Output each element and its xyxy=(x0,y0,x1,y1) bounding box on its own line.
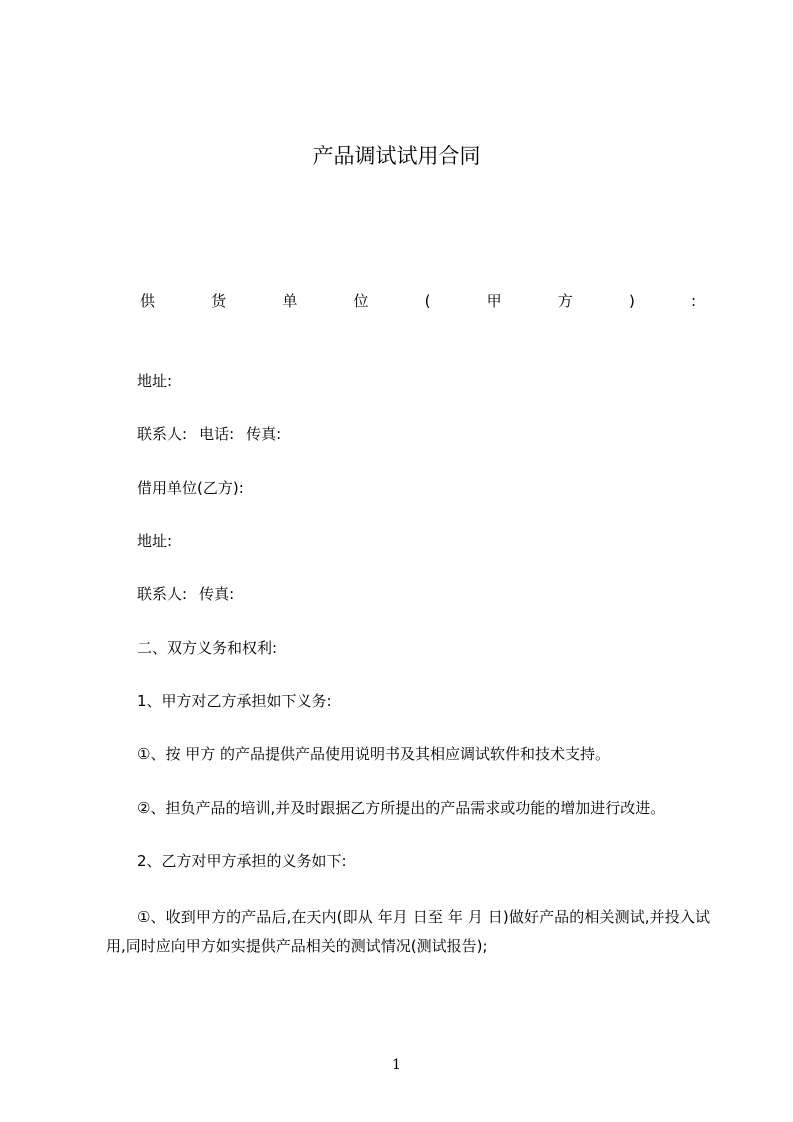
party-b-contact: 联系人: xyxy=(137,585,188,603)
page-number: 1 xyxy=(392,1057,401,1073)
party-a-phone: 电话: xyxy=(199,425,235,443)
party-a-duty-1: ①、按 甲方 的产品提供产品使用说明书及其相应调试软件和技术支持。 xyxy=(137,745,610,763)
party-b-address: 地址: xyxy=(137,532,173,550)
supplier-heading-char: 甲 xyxy=(486,292,502,310)
party-a-duty-2: ②、担负产品的培训,并及时跟据乙方所提出的产品需求或功能的增加进行改进。 xyxy=(137,799,666,817)
party-b-fax: 传真: xyxy=(199,585,235,603)
party-a-fax: 传真: xyxy=(246,425,282,443)
supplier-heading-char: 货 xyxy=(211,292,227,310)
supplier-heading-char: 单 xyxy=(282,292,298,310)
supplier-heading xyxy=(140,290,696,312)
document-title: 产品调试试用合同 xyxy=(312,144,481,168)
party-b-heading: 借用单位(乙方): xyxy=(137,479,244,497)
party-a-duties-heading: 1、甲方对乙方承担如下义务: xyxy=(137,692,332,710)
supplier-heading-char: 方 xyxy=(557,292,573,310)
supplier-heading-char: : xyxy=(690,292,696,310)
party-a-address: 地址: xyxy=(137,372,173,390)
supplier-heading-char: ) xyxy=(628,292,635,310)
party-b-duties-heading: 2、乙方对甲方承担的义务如下: xyxy=(137,852,347,870)
supplier-heading-char: ( xyxy=(424,292,431,310)
party-a-contact-line xyxy=(137,423,281,445)
supplier-heading-char: 供 xyxy=(140,292,156,310)
party-b-contact-line xyxy=(137,583,234,605)
section-2-heading: 二、双方义务和权利: xyxy=(137,639,278,657)
supplier-heading-char: 位 xyxy=(353,292,369,310)
party-a-contact: 联系人: xyxy=(137,425,188,443)
party-b-duty-1: ①、收到甲方的产品后,在天内(即从 年月 日至 年 月 日)做好产品的相关测试,并投入试用,同时应向甲方如实提供产品相关的测试情况(测试报告); xyxy=(106,908,710,955)
